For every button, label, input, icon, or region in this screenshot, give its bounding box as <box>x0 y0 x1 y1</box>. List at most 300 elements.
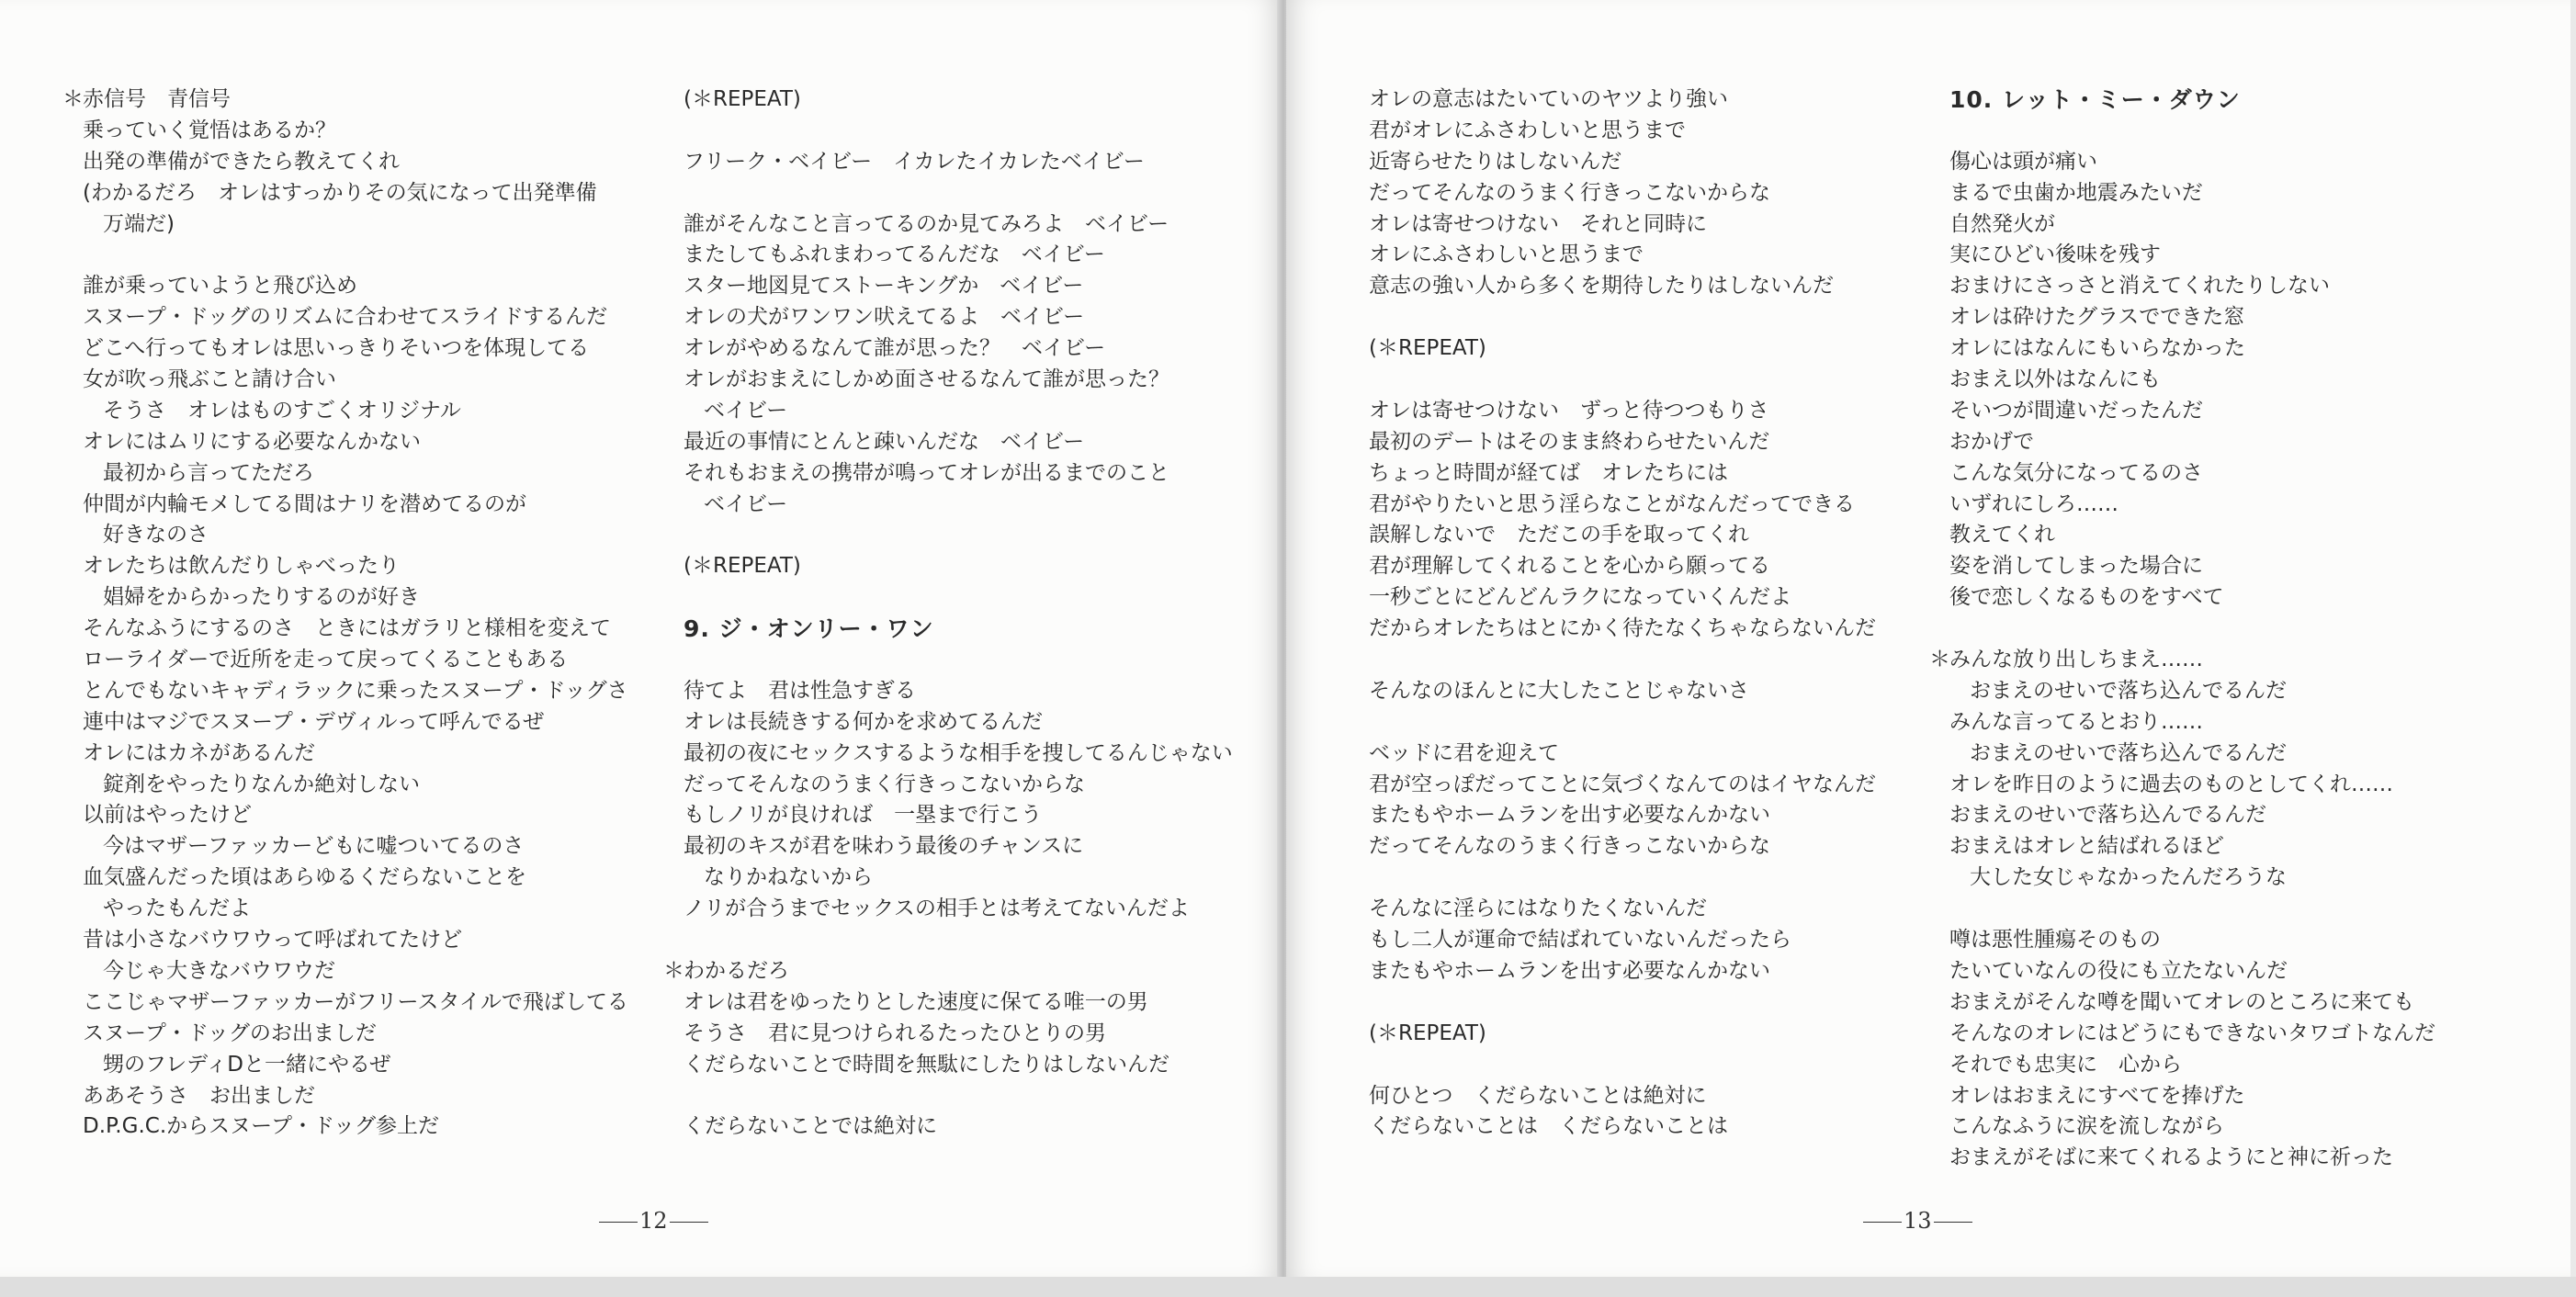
chorus-marker <box>663 645 684 676</box>
lyric-line <box>1349 490 1876 521</box>
chorus-marker <box>1929 1050 1949 1081</box>
chorus-marker <box>1349 365 1369 396</box>
line-text: たいていなんの役にも立たないんだ <box>1949 958 2288 983</box>
chorus-marker <box>1349 458 1369 490</box>
line-text: オレにはなんにもいらなかった <box>1949 336 2245 361</box>
lyric-line <box>1929 1019 2435 1050</box>
line-text: 噂は悪性腫瘍そのもの <box>1949 928 2161 953</box>
lyric-line <box>663 707 1233 739</box>
line-text: おまえがそんな噂を聞いてオレのところに来ても <box>1949 989 2414 1014</box>
line-text: だってそんなのうまく行きっこないからな <box>1369 834 1770 859</box>
lyric-line <box>62 178 628 209</box>
lyric-line <box>62 396 628 427</box>
chorus-marker <box>1349 739 1369 770</box>
chorus-marker <box>663 116 684 147</box>
lyrics-column-right-1 <box>1349 85 1876 1143</box>
line-text: 今はマザーファッカーどもに嘘ついてるのさ <box>103 834 525 859</box>
chorus-marker <box>62 1081 83 1112</box>
chorus-marker <box>1929 894 1949 925</box>
lyric-line <box>1929 427 2435 458</box>
lyric-line <box>1349 333 1876 365</box>
chorus-marker <box>663 739 684 770</box>
chorus-marker <box>663 1019 684 1050</box>
chorus-marker <box>1349 1081 1369 1112</box>
chorus-marker <box>62 582 83 614</box>
line-text: それもおまえの携帯が鳴ってオレが出るまでのこと <box>684 460 1169 485</box>
lyric-line <box>1929 333 2435 365</box>
lyric-line <box>1929 800 2435 831</box>
lyric-line <box>62 925 628 956</box>
line-text: おまえがそばに来てくれるようにと神に祈った <box>1949 1145 2393 1170</box>
chorus-marker <box>62 676 83 707</box>
blank-line <box>1929 614 2435 645</box>
line-text: オレたちは飲んだりしゃべったり <box>83 554 400 579</box>
scan-edge <box>0 1277 2576 1297</box>
lyric-line <box>1929 147 2435 178</box>
lyrics-column-right-2 <box>1929 85 2435 1174</box>
page-number-12: 12 <box>597 1208 710 1234</box>
lyric-line <box>62 365 628 396</box>
line-text: 誰がそんなこと言ってるのか見てみろよ ベイビー <box>684 211 1169 236</box>
lyric-line <box>1929 956 2435 987</box>
line-text: またしてもふれまわってるんだな ベイビー <box>684 242 1105 267</box>
line-text: ベッドに君を迎えて <box>1369 740 1559 765</box>
lyric-line <box>62 956 628 987</box>
lyric-line <box>663 831 1233 863</box>
lyric-line <box>62 614 628 645</box>
line-text: おまけにさっさと消えてくれたりしない <box>1949 274 2330 299</box>
chorus-marker <box>62 147 83 178</box>
chorus-marker <box>62 271 83 302</box>
lyric-line <box>1929 1143 2435 1174</box>
line-text: まるで虫歯か地震みたいだ <box>1949 180 2203 205</box>
line-text: とんでもないキャディラックに乗ったスヌープ・ドッグさ <box>83 678 628 703</box>
line-text: オレは寄せつけない それと同時に <box>1369 211 1707 236</box>
lyric-line <box>62 676 628 707</box>
line-text: 誰が乗っていようと飛び込め <box>83 274 357 299</box>
chorus-marker <box>1929 271 1949 302</box>
chorus-marker <box>62 987 83 1019</box>
line-text: オレがやめるなんて誰が思った？ ベイビー <box>684 336 1106 361</box>
lyric-line <box>62 85 628 116</box>
lyric-line <box>1929 707 2435 739</box>
line-text: おまえのせいで落ち込んでるんだ <box>1970 678 2287 703</box>
lyric-line <box>1349 956 1876 987</box>
chorus-marker <box>62 178 83 209</box>
chorus-marker <box>663 770 684 801</box>
lyric-line <box>663 490 1233 521</box>
chorus-marker <box>1929 925 1949 956</box>
song-title <box>663 614 1233 645</box>
line-text: 万端だ) <box>103 211 175 236</box>
chorus-marker <box>1929 490 1949 521</box>
line-text: こんなふうに涙を流しながら <box>1949 1114 2224 1139</box>
lyric-line <box>663 147 1233 178</box>
line-text: 最初から言ってただろ <box>103 460 314 485</box>
lyric-line <box>1929 520 2435 551</box>
line-text: それでも忠実に 心から <box>1949 1052 2182 1077</box>
chorus-marker <box>62 831 83 863</box>
chorus-marker <box>62 396 83 427</box>
chorus-marker <box>663 302 684 333</box>
lyric-line <box>1349 271 1876 302</box>
lyric-line <box>62 302 628 333</box>
chorus-marker <box>663 707 684 739</box>
lyric-line <box>1349 582 1876 614</box>
line-text: またもやホームランを出す必要なんかない <box>1369 803 1770 828</box>
lyric-line <box>1929 739 2435 770</box>
lyric-line <box>663 1019 1233 1050</box>
lyric-line <box>62 333 628 365</box>
line-text: そんなのオレにはどうにもできないタワゴトなんだ <box>1949 1021 2435 1045</box>
line-text: オレを昨日のように過去のものとしてくれ…… <box>1949 772 2393 796</box>
line-text: こんな気分になってるのさ <box>1949 460 2203 485</box>
line-text: 君がやりたいと思う淫らなことがなんだってできる <box>1369 491 1855 516</box>
chorus-marker <box>1929 739 1949 770</box>
line-text: オレにふさわしいと思うまで <box>1369 242 1644 267</box>
line-text: 仲間が内輪モメしてる間はナリを潜めてるのが <box>83 491 526 516</box>
chorus-marker <box>1929 458 1949 490</box>
lyric-line <box>1349 614 1876 645</box>
lyric-line <box>1349 770 1876 801</box>
blank-line <box>62 240 628 271</box>
blank-line <box>663 178 1233 209</box>
chorus-marker <box>663 520 684 551</box>
chorus-marker <box>1349 614 1369 645</box>
line-text: おかげで <box>1949 429 2034 454</box>
lyric-line <box>62 1111 628 1143</box>
lyric-line <box>62 271 628 302</box>
lyric-line <box>62 582 628 614</box>
lyric-line <box>62 458 628 490</box>
chorus-marker <box>1929 333 1949 365</box>
chorus-marker <box>663 800 684 831</box>
line-text: オレの犬がワンワン吠えてるよ ベイビー <box>684 305 1085 330</box>
blank-line <box>1349 863 1876 894</box>
lyrics-column-left-2 <box>663 85 1233 1143</box>
lyric-line <box>1349 831 1876 863</box>
line-text: 君が理解してくれることを心から願ってる <box>1369 554 1770 579</box>
lyric-line <box>62 863 628 894</box>
line-text: くだらないことでは絶対に <box>684 1114 937 1139</box>
chorus-marker <box>1349 863 1369 894</box>
chorus-marker <box>62 645 83 676</box>
chorus-marker <box>62 707 83 739</box>
lyric-line <box>663 676 1233 707</box>
line-text: どこへ行ってもオレは思いっきりそいつを体現してる <box>83 336 590 361</box>
line-text: そいつが間違いだったんだ <box>1949 398 2203 423</box>
lyric-line <box>663 800 1233 831</box>
chorus-marker <box>1929 116 1949 147</box>
line-text: スター地図見てストーキングか ベイビー <box>684 274 1084 299</box>
lyric-line <box>663 209 1233 241</box>
line-text: 昔は小さなバウワウって呼ばれてたけど <box>83 928 463 953</box>
line-text: 何ひとつ くだらないことは絶対に <box>1369 1083 1707 1108</box>
lyric-line <box>62 987 628 1019</box>
line-text: 最近の事情にとんと疎いんだな ベイビー <box>684 429 1085 454</box>
blank-line <box>663 582 1233 614</box>
chorus-marker <box>62 863 83 894</box>
line-text: そんなに淫らにはなりたくないんだ <box>1369 897 1707 921</box>
chorus-marker <box>62 1111 83 1143</box>
chorus-marker <box>663 676 684 707</box>
line-text: D.P.G.C.からスヌープ・ドッグ参上だ <box>83 1114 440 1139</box>
chorus-marker <box>1929 240 1949 271</box>
line-text: 最初のキスが君を味わう最後のチャンスに <box>684 834 1084 859</box>
lyric-line <box>1349 520 1876 551</box>
chorus-marker <box>62 333 83 365</box>
line-text: 一秒ごとにどんどんラクになっていくんだよ <box>1369 585 1791 610</box>
line-text: ベイビー <box>704 491 788 516</box>
line-text: 好きなのさ <box>103 523 209 547</box>
chorus-marker <box>62 800 83 831</box>
chorus-marker <box>663 925 684 956</box>
chorus-marker <box>62 614 83 645</box>
chorus-marker <box>1929 209 1949 241</box>
chorus-marker <box>1929 614 1949 645</box>
chorus-marker <box>62 116 83 147</box>
lyric-line <box>1929 365 2435 396</box>
chorus-marker <box>1929 1019 1949 1050</box>
chorus-marker <box>1349 490 1369 521</box>
chorus-marker <box>663 1111 684 1143</box>
line-text: そうさ オレはものすごくオリジナル <box>103 398 461 423</box>
lyric-line <box>1349 739 1876 770</box>
line-text: だからオレたちはとにかく待たなくちゃならないんだ <box>1369 616 1876 641</box>
chorus-marker <box>1349 302 1369 333</box>
lyric-line <box>62 831 628 863</box>
line-text: だってそんなのうまく行きっこないからな <box>1369 180 1770 205</box>
chorus-marker <box>1349 551 1369 582</box>
lyric-line <box>1929 271 2435 302</box>
chorus-marker <box>1929 800 1949 831</box>
lyric-line <box>1349 116 1876 147</box>
chorus-marker <box>663 863 684 894</box>
blank-line <box>1929 894 2435 925</box>
chorus-marker <box>1349 831 1369 863</box>
line-text: もしノリが良ければ 一塁まで行こう <box>684 803 1043 828</box>
lyric-line <box>1929 987 2435 1019</box>
chorus-marker <box>1929 770 1949 801</box>
line-text: 実にひどい後味を残す <box>1949 242 2161 267</box>
chorus-marker <box>1349 645 1369 676</box>
line-text: 自然発火が <box>1949 211 2055 236</box>
line-text: ああそうさ お出ましだ <box>83 1083 315 1108</box>
chorus-marker <box>1349 707 1369 739</box>
line-text: 誤解しないで ただこの手を取ってくれ <box>1369 523 1749 547</box>
chorus-marker <box>663 365 684 396</box>
lyric-line <box>1349 551 1876 582</box>
lyric-line <box>1929 770 2435 801</box>
lyric-line <box>663 1050 1233 1081</box>
chorus-marker <box>1349 800 1369 831</box>
line-text: オレは君をゆったりとした速度に保てる唯一の男 <box>684 989 1148 1014</box>
line-text: 意志の強い人から多くを期待したりはしないんだ <box>1369 274 1834 299</box>
chorus-marker <box>62 427 83 458</box>
line-text: みんな言ってるとおり…… <box>1949 709 2203 734</box>
lyric-line <box>1349 1019 1876 1050</box>
lyric-line <box>663 1111 1233 1143</box>
lyric-line <box>1349 396 1876 427</box>
song-title <box>1929 85 2435 116</box>
lyric-line <box>1929 1050 2435 1081</box>
chorus-marker <box>62 490 83 521</box>
line-text: 以前はやったけど <box>83 803 252 828</box>
lyrics-column-left-1 <box>62 85 628 1143</box>
lyric-line <box>1349 676 1876 707</box>
lyric-line <box>1929 302 2435 333</box>
lyric-line <box>62 894 628 925</box>
lyric-line <box>62 1081 628 1112</box>
chorus-marker <box>1349 582 1369 614</box>
line-text: オレの意志はたいていのヤツより強い <box>1369 87 1728 111</box>
chorus-marker <box>1349 1050 1369 1081</box>
chorus-marker <box>1349 240 1369 271</box>
page-13 <box>1286 0 2570 1277</box>
line-text: オレにはカネがあるんだ <box>83 740 315 765</box>
line-text: 傷心は頭が痛い <box>1949 149 2097 174</box>
chorus-marker <box>663 458 684 490</box>
line-text: おまえはオレと結ばれるほど <box>1949 834 2224 859</box>
chorus-marker <box>1349 178 1369 209</box>
line-text: オレは寄せつけない ずっと待つつもりさ <box>1369 398 1769 423</box>
blank-line <box>1349 365 1876 396</box>
chorus-marker <box>1929 520 1949 551</box>
chorus-marker <box>62 770 83 801</box>
blank-line <box>1349 707 1876 739</box>
chorus-marker <box>1349 116 1369 147</box>
line-text: そんなのほんとに大したことじゃないさ <box>1369 678 1749 703</box>
lyric-line <box>663 956 1233 987</box>
line-text: オレは長続きする何かを求めてるんだ <box>684 709 1043 734</box>
lyric-line <box>663 396 1233 427</box>
lyric-line <box>1929 925 2435 956</box>
line-text: そうさ 君に見つけられるたったひとりの男 <box>684 1021 1106 1045</box>
line-text: もし二人が運命で結ばれていないんだったら <box>1369 928 1791 953</box>
line-text: 今じゃ大きなバウワウだ <box>103 958 335 983</box>
chorus-marker <box>1349 894 1369 925</box>
chorus-marker <box>1349 333 1369 365</box>
chorus-marker <box>1929 551 1949 582</box>
line-text: 娼婦をからかったりするのが好き <box>103 585 420 610</box>
line-text: 乗っていく覚悟はあるか？ <box>83 118 336 142</box>
chorus-marker <box>663 178 684 209</box>
blank-line <box>663 925 1233 956</box>
line-text: 最初のデートはそのまま終わらせたいんだ <box>1369 429 1770 454</box>
lyric-line <box>1929 1111 2435 1143</box>
chorus-marker <box>1929 396 1949 427</box>
chorus-marker <box>1929 1111 1949 1143</box>
line-text: スヌープ・ドッグのリズムに合わせてスライドするんだ <box>83 305 608 330</box>
lyric-line <box>62 427 628 458</box>
lyric-line <box>663 333 1233 365</box>
blank-line <box>663 520 1233 551</box>
chorus-marker: ＊ <box>62 87 84 111</box>
chorus-marker <box>62 240 83 271</box>
lyric-line <box>62 209 628 241</box>
chorus-marker <box>1929 1081 1949 1112</box>
chorus-marker <box>62 739 83 770</box>
chorus-marker <box>663 209 684 241</box>
blank-line <box>663 645 1233 676</box>
lyric-line <box>663 85 1233 116</box>
chorus-marker <box>663 614 684 645</box>
chorus-marker <box>1349 770 1369 801</box>
line-text: オレにはムリにする必要なんかない <box>83 429 421 454</box>
lyric-line <box>663 987 1233 1019</box>
chorus-marker <box>1929 365 1949 396</box>
chorus-marker <box>1929 676 1949 707</box>
lyric-line <box>1349 427 1876 458</box>
blank-line <box>663 116 1233 147</box>
line-text: ベイビー <box>704 398 788 423</box>
lyric-line <box>663 240 1233 271</box>
chorus-marker <box>663 490 684 521</box>
line-text: 出発の準備ができたら教えてくれ <box>83 149 400 174</box>
lyric-line <box>62 116 628 147</box>
line-text: 君が空っぽだってことに気づくなんてのはイヤなんだ <box>1369 772 1876 796</box>
lyric-line <box>663 739 1233 770</box>
line-text: 姿を消してしまった場合に <box>1949 554 2203 579</box>
chorus-marker: ＊ <box>663 958 684 983</box>
line-text: 待てよ 君は性急すぎる <box>684 678 916 703</box>
lyric-line <box>1929 1081 2435 1112</box>
line-text: オレがおまえにしかめ面させるなんて誰が思った？ <box>684 367 1169 392</box>
chorus-marker <box>663 894 684 925</box>
lyric-line <box>1929 863 2435 894</box>
chorus-marker <box>1349 987 1369 1019</box>
line-text: なりかねないから <box>704 865 873 890</box>
line-text: わかるだろ <box>684 958 789 983</box>
line-text: ここじゃマザーファッカーがフリースタイルで飛ばしてる <box>83 989 628 1014</box>
lyric-line <box>1349 85 1876 116</box>
chorus-marker <box>1929 147 1949 178</box>
chorus-marker <box>62 956 83 987</box>
chorus-marker <box>1929 427 1949 458</box>
blank-line <box>1349 1050 1876 1081</box>
chorus-marker <box>1929 831 1949 863</box>
chorus-marker <box>62 894 83 925</box>
chorus-marker <box>1929 302 1949 333</box>
chorus-marker <box>663 396 684 427</box>
chorus-marker <box>62 1019 83 1050</box>
chorus-marker <box>1349 85 1369 116</box>
line-text: 血気盛んだった頃はあらゆるくだらないことを <box>83 865 526 890</box>
chorus-marker <box>663 85 684 116</box>
lyric-line <box>62 1050 628 1081</box>
lyric-line <box>62 739 628 770</box>
chorus-marker <box>1929 85 1949 116</box>
chorus-marker <box>663 1081 684 1112</box>
line-text: 最初の夜にセックスするような相手を捜してるんじゃない <box>684 740 1233 765</box>
chorus-marker <box>1349 1111 1369 1143</box>
chorus-marker <box>1349 956 1369 987</box>
blank-line <box>1349 987 1876 1019</box>
blank-line <box>1929 116 2435 147</box>
lyric-line <box>1929 490 2435 521</box>
chorus-marker <box>663 987 684 1019</box>
line-text: 大した女じゃなかったんだろうな <box>1970 865 2287 890</box>
lyric-line <box>62 770 628 801</box>
line-text: ちょっと時間が経てば オレたちには <box>1369 460 1728 485</box>
lyric-line <box>62 551 628 582</box>
chorus-marker <box>1929 863 1949 894</box>
lyric-line <box>1929 676 2435 707</box>
lyric-line <box>663 365 1233 396</box>
blank-line <box>1349 645 1876 676</box>
lyric-line <box>1349 925 1876 956</box>
chorus-marker <box>1349 676 1369 707</box>
